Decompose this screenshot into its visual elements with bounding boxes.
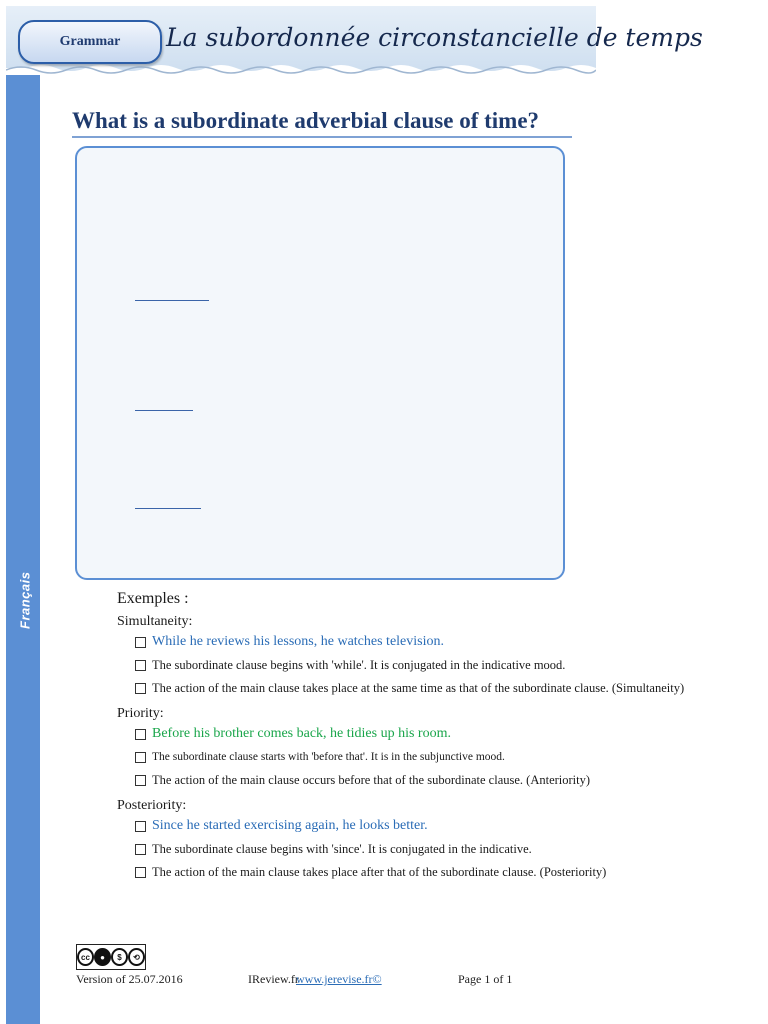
list-item: [135, 726, 677, 742]
example-note: The action of the main clause occurs before that of the subordinate clause. (Anteriority): [152, 773, 591, 787]
checkbox-icon: [135, 844, 146, 855]
section-label: Priority:: [117, 706, 164, 721]
checkbox-icon: [135, 821, 146, 832]
list-item: [135, 749, 677, 765]
example-group-priority: [117, 706, 677, 788]
grammar-tag: Grammar: [18, 20, 162, 64]
creative-commons-badge: [76, 944, 146, 970]
example-note: The subordinate clause begins with 'since'. It is conjugated in the indicative.: [152, 842, 532, 856]
example-sentence: Since he started exercising again, he looks better.: [152, 818, 428, 833]
examples-section: [117, 590, 685, 887]
example-note: The action of the main clause takes place after that of the subordinate clause. (Posteriority): [152, 865, 607, 879]
blank-line: [135, 508, 201, 509]
list-item: [135, 657, 677, 673]
checkbox-icon: [135, 729, 146, 740]
list-item: [135, 818, 677, 834]
checkbox-icon: [135, 775, 146, 786]
site-prefix: IReview.fr: [248, 972, 299, 986]
example-note: The action of the main clause takes place at the same time as that of the subordinate clause. (Simultaneity): [152, 681, 685, 695]
list-item: [135, 841, 677, 857]
version-text: Version of 25.07.2016: [76, 972, 183, 986]
blank-line: [135, 410, 193, 411]
section-label: Posteriority:: [117, 798, 187, 813]
header-banner: [6, 6, 703, 76]
site-link[interactable]: www.jerevise.fr©: [296, 972, 382, 986]
left-sidebar: [6, 75, 40, 1024]
page-header-title: La subordonnée circonstancielle de temps: [166, 23, 703, 52]
sharealike-icon: ⟲: [128, 948, 145, 966]
checkbox-icon: [135, 637, 146, 648]
blank-line: [135, 300, 209, 301]
cc-icon: cc: [77, 948, 94, 966]
page-footer: [76, 972, 516, 990]
checkbox-icon: [135, 683, 146, 694]
example-group-posteriority: [117, 798, 677, 880]
checkbox-icon: [135, 660, 146, 671]
page-title: What is a subordinate adverbial clause of time?: [72, 108, 572, 138]
section-label: Simultaneity:: [117, 614, 193, 629]
example-note: The subordinate clause starts with 'before that'. It is in the subjunctive mood.: [152, 751, 505, 763]
checkbox-icon: [135, 867, 146, 878]
list-item: [135, 634, 677, 650]
attribution-icon: ●: [94, 948, 111, 966]
definition-box: [75, 146, 565, 580]
checkbox-icon: [135, 752, 146, 763]
example-note: The subordinate clause begins with 'while'. It is conjugated in the indicative mood.: [152, 658, 566, 672]
noncommercial-icon: $: [111, 948, 128, 966]
examples-heading: Exemples :: [117, 590, 189, 607]
example-group-simultaneity: [117, 614, 685, 696]
list-item: [135, 680, 685, 696]
page-number: Page 1 of 1: [458, 972, 513, 986]
example-sentence: Before his brother comes back, he tidies up his room.: [152, 726, 451, 741]
list-item: [135, 772, 677, 788]
example-sentence: While he reviews his lessons, he watches television.: [152, 634, 444, 649]
sidebar-label: Français: [17, 571, 33, 629]
list-item: [135, 864, 677, 880]
